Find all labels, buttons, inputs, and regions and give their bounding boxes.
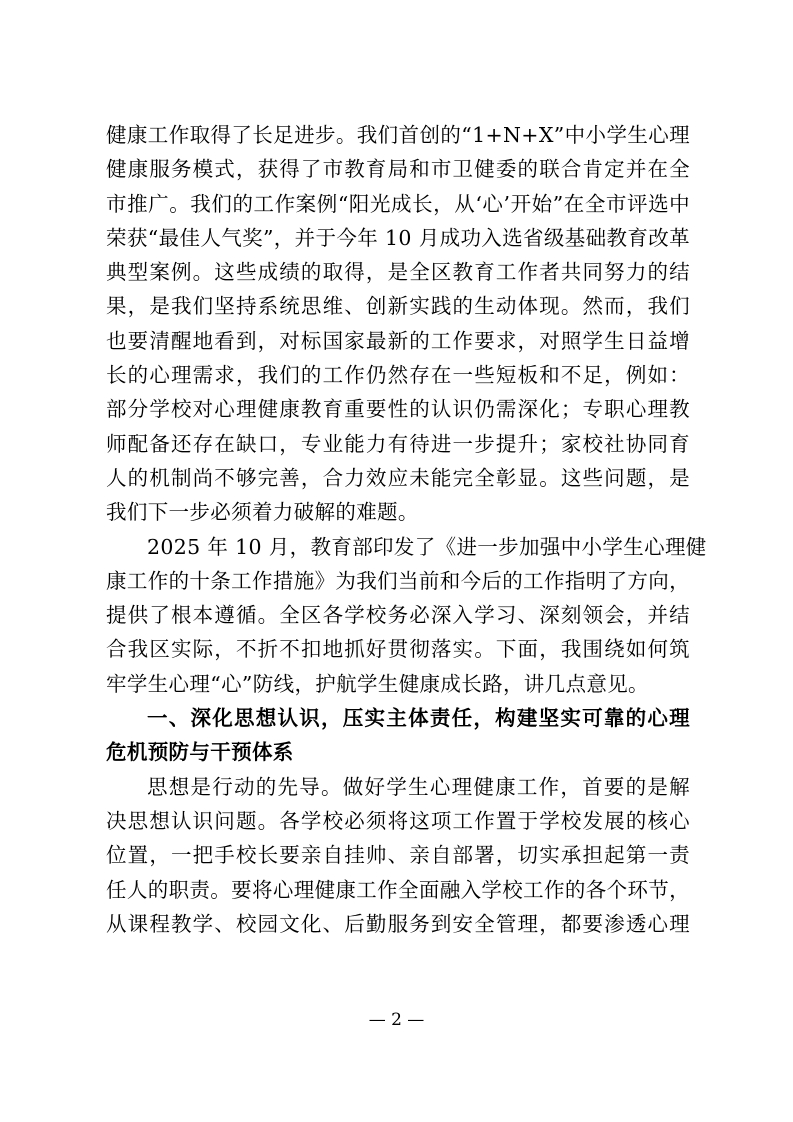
paragraph-line: 长的心理需求，我们的工作仍然存在一些短板和不足，例如： [106, 363, 690, 388]
paragraph-line: 位置，一把手校长要亲自挂帅、亲自部署，切实承担起第一责 [106, 843, 690, 868]
paragraph-line: 典型案例。这些成绩的取得，是全区教育工作者共同努力的结 [106, 260, 690, 285]
paragraph-line: 荣获“最佳人气奖”，并于今年 10 月成功入选省级基础教育改革 [106, 225, 690, 250]
paragraph-line: 提供了根本遵循。全区各学校务必深入学习、深刻领会，并结 [106, 603, 690, 628]
page-number: — 2 — [368, 1010, 425, 1030]
paragraph-line: 也要清醒地看到，对标国家最新的工作要求，对照学生日益增 [106, 328, 690, 353]
body-text [106, 118, 707, 941]
paragraph-line: 从课程教学、校园文化、后勤服务到安全管理，都要渗透心理 [106, 911, 690, 936]
section-heading: 危机预防与干预体系 [106, 740, 294, 765]
section-heading: 一、深化思想认识，压实主体责任，构建坚实可靠的心理 [147, 706, 690, 731]
paragraph-line: 合我区实际，不折不扣地抓好贯彻落实。下面，我围绕如何筑 [106, 637, 690, 662]
paragraph-line: 2025 年 10 月，教育部印发了《进一步加强中小学生心理健 [147, 534, 707, 559]
paragraph-line: 师配备还存在缺口，专业能力有待进一步提升；家校社协同育 [106, 431, 690, 456]
paragraph-line: 思想是行动的先导。做好学生心理健康工作，首要的是解 [147, 774, 690, 799]
paragraph-line: 部分学校对心理健康教育重要性的认识仍需深化；专职心理教 [106, 397, 690, 422]
paragraph-line: 任人的职责。要将心理健康工作全面融入学校工作的各个环节， [106, 877, 690, 902]
paragraph-line: 健康服务模式，获得了市教育局和市卫健委的联合肯定并在全 [106, 157, 690, 182]
paragraph-line: 健康工作取得了长足进步。我们首创的“1+N+X”中小学生心理 [106, 123, 690, 147]
paragraph-line: 康工作的十条工作措施》为我们当前和今后的工作指明了方向， [106, 568, 690, 593]
paragraph-line: 我们下一步必须着力破解的难题。 [106, 500, 419, 525]
paragraph-line: 市推广。我们的工作案例“阳光成长，从‘心’开始”在全市评选中 [106, 191, 690, 216]
paragraph-line: 决思想认识问题。各学校必须将这项工作置于学校发展的核心 [106, 808, 690, 833]
paragraph-line: 人的机制尚不够完善，合力效应未能完全彰显。这些问题，是 [106, 465, 690, 490]
paragraph-line: 果，是我们坚持系统思维、创新实践的生动体现。然而，我们 [106, 294, 690, 319]
paragraph-line: 牢学生心理“心”防线，护航学生健康成长路，讲几点意见。 [106, 671, 649, 696]
